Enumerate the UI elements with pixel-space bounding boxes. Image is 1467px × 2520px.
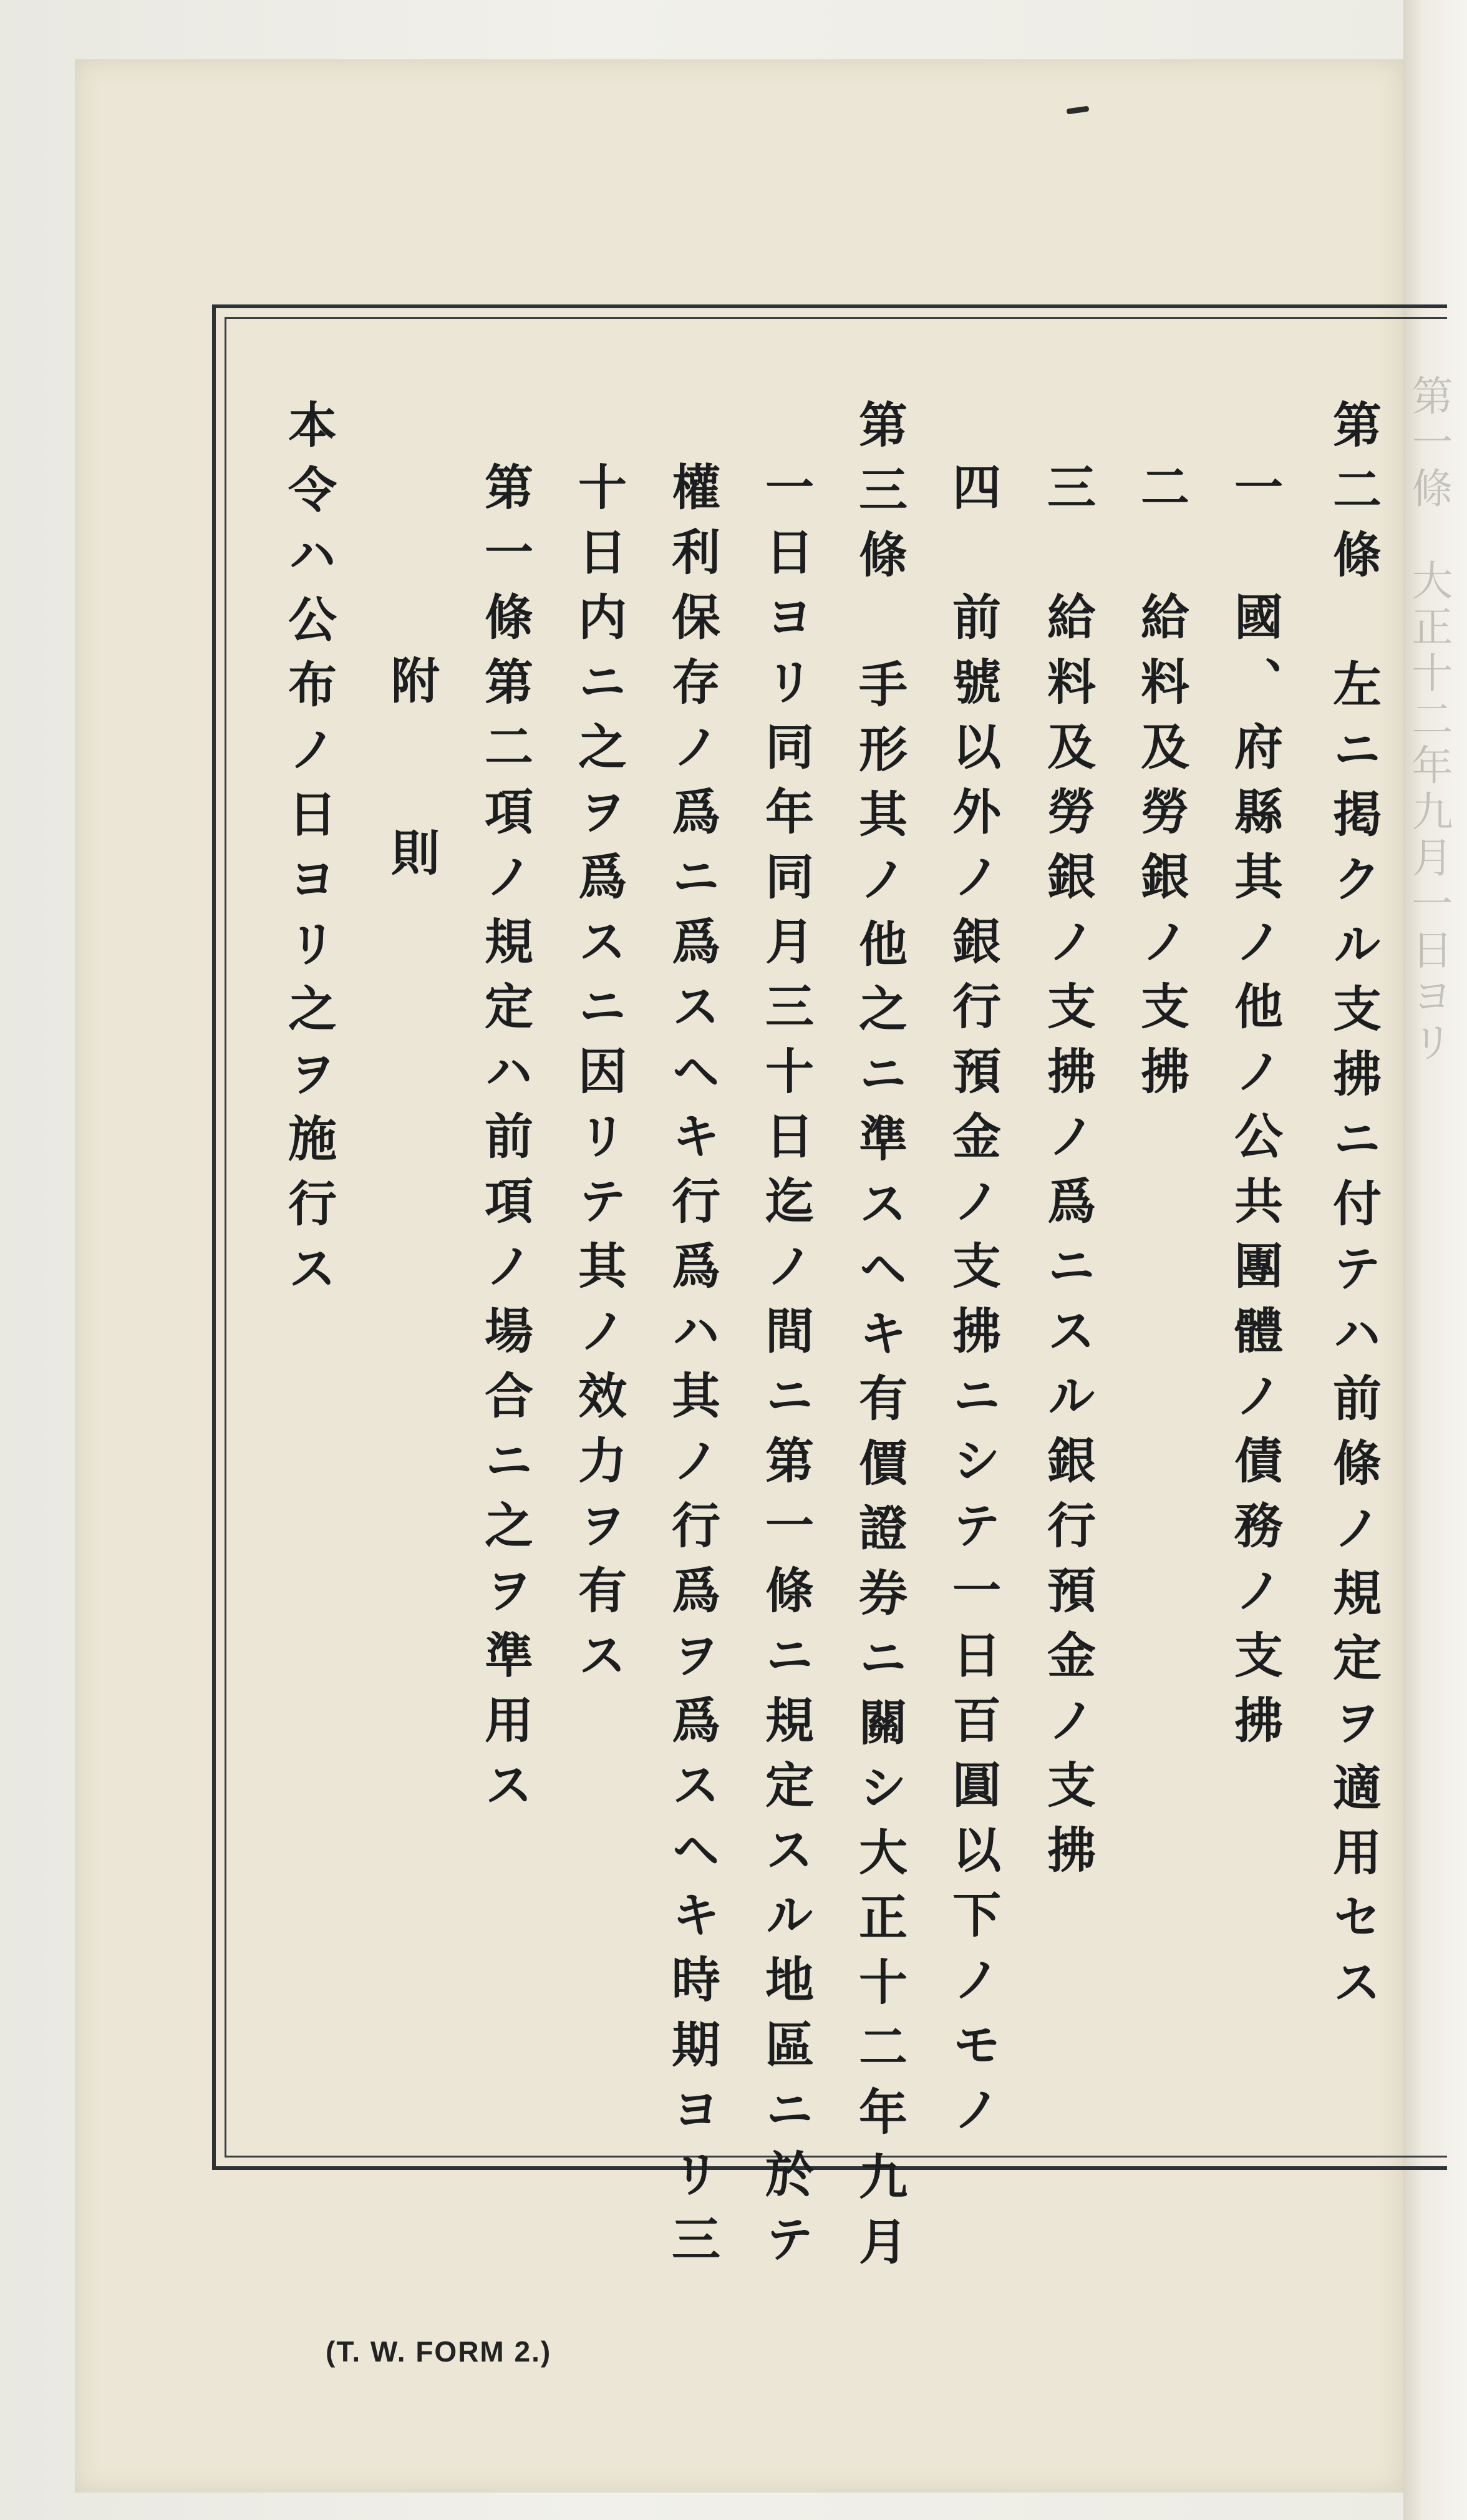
form-number-label: (T. W. FORM 2.): [326, 2335, 552, 2368]
article-2-heading-line: 第二條 左ニ掲クル支拂ニ付テハ前條ノ規定ヲ適用セス: [1325, 399, 1381, 2021]
article-3-line-3: 權利保存ノ爲ニ爲スヘキ行爲ハ其ノ行爲ヲ爲スヘキ時期ヨリ三: [664, 462, 720, 2279]
article-2-item-3: 三 給料及勞銀ノ支拂ノ爲ニスル銀行預金ノ支拂: [1039, 462, 1095, 1889]
article-3-paragraph-2: 第一條第二項ノ規定ハ前項ノ場合ニ之ヲ準用ス: [477, 462, 533, 1824]
adjacent-page-bleed-text: 第一條 大正十二年九月一日ヨリ: [1405, 374, 1453, 1067]
article-3-line-1: 第三條 手形其ノ他之ニ準スヘキ有價證券ニ關シ大正十二年九月: [851, 399, 907, 2281]
enforcement-clause: 本令ハ公布ノ日ヨリ之ヲ施行ス: [280, 399, 336, 1308]
article-3-line-4: 十日内ニ之ヲ爲スニ因リテ其ノ效力ヲ有ス: [570, 462, 626, 1695]
article-2-item-2: 二 給料及勞銀ノ支拂: [1133, 462, 1189, 1111]
supplementary-provisions-heading: 附 則: [383, 655, 439, 913]
article-2-item-1: 一 國、府縣其ノ他ノ公共團體ノ債務ノ支拂: [1226, 462, 1282, 1759]
article-3-line-2: 一日ヨリ同年同月三十日迄ノ間ニ第一條ニ規定スル地區ニ於テ: [757, 462, 813, 2279]
article-2-item-4: 四 前號以外ノ銀行預金ノ支拂ニシテ一日百圓以下ノモノ: [944, 462, 1000, 2149]
